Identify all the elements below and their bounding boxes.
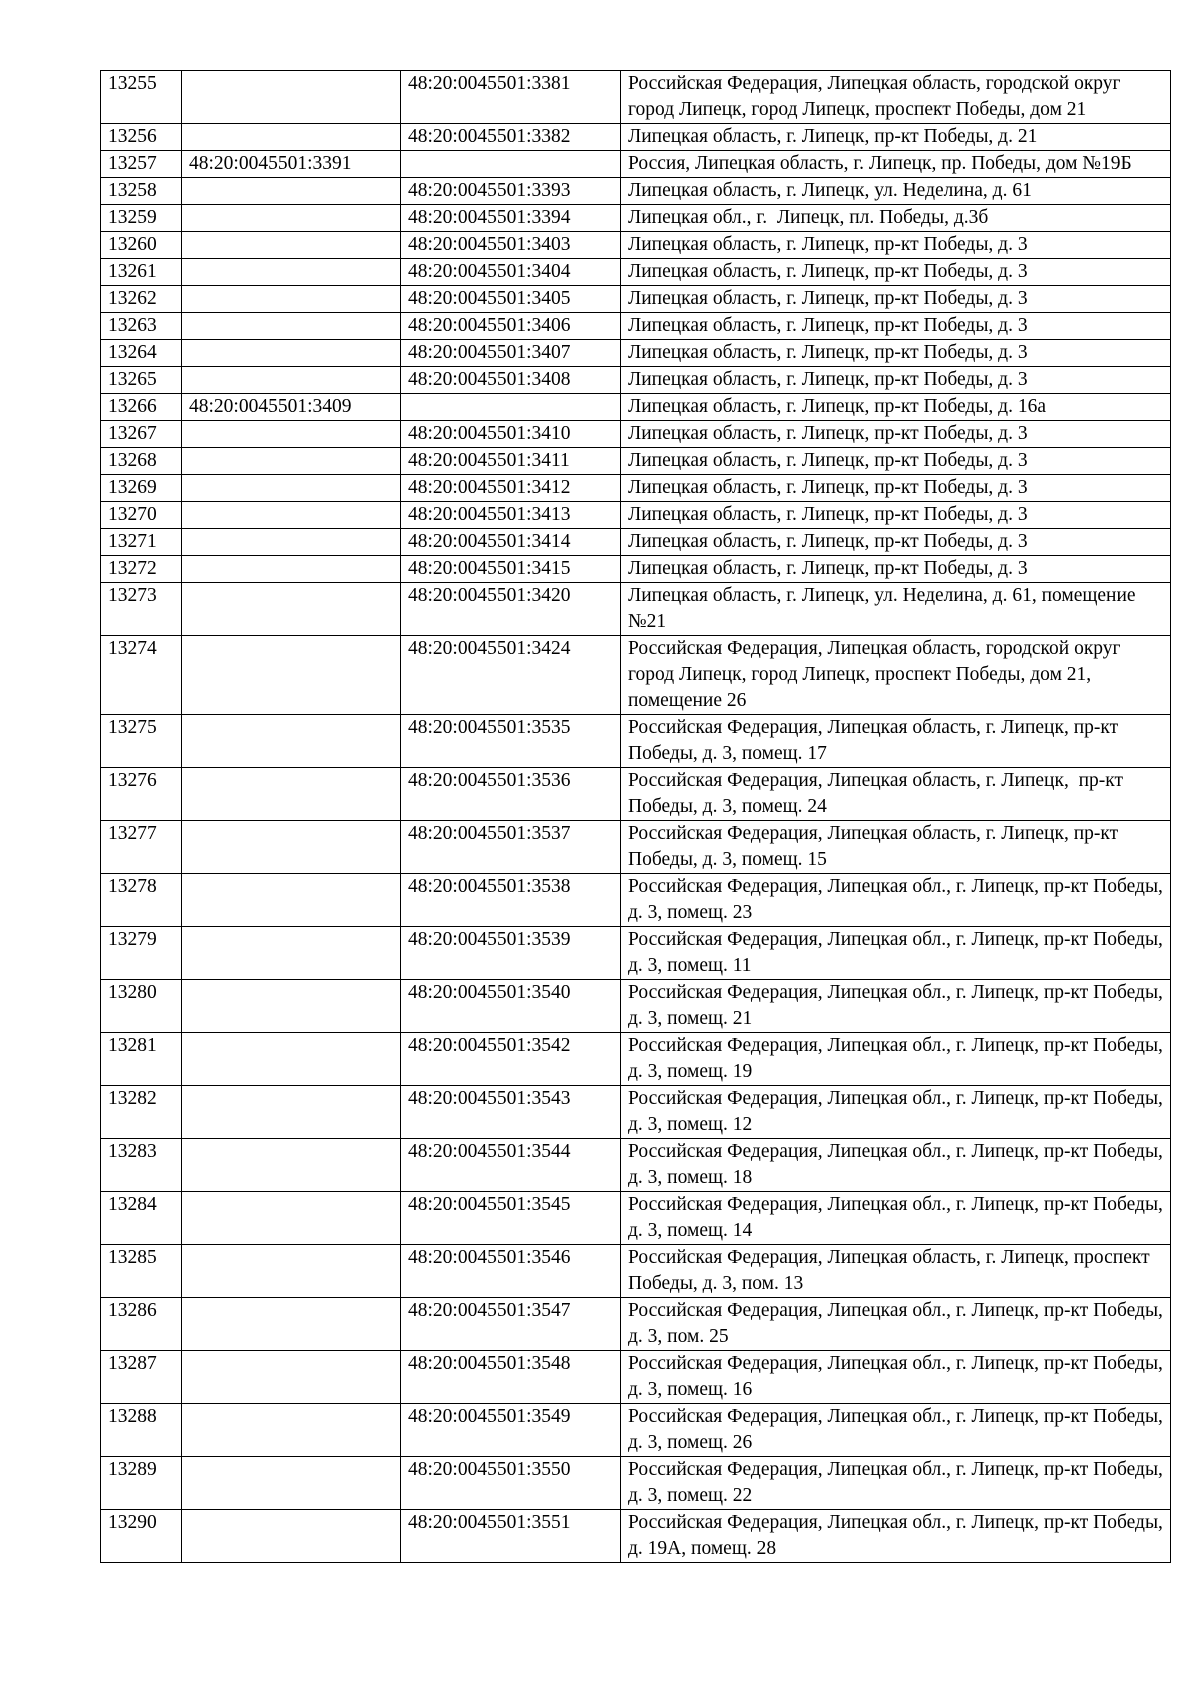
address-cell: Российская Федерация, Липецкая обл., г. Липецк, пр-кт Победы, д. 3, помещ. 26 bbox=[621, 1404, 1171, 1457]
parcel-cadastral-number-cell bbox=[182, 1139, 401, 1192]
row-number-cell: 13281 bbox=[101, 1033, 182, 1086]
row-number-cell: 13278 bbox=[101, 874, 182, 927]
object-cadastral-number-cell: 48:20:0045501:3547 bbox=[401, 1298, 621, 1351]
row-number-cell: 13286 bbox=[101, 1298, 182, 1351]
parcel-cadastral-number-cell bbox=[182, 768, 401, 821]
row-number-cell: 13256 bbox=[101, 124, 182, 151]
address-cell: Липецкая область, г. Липецк, пр-кт Победы, д. 21 bbox=[621, 124, 1171, 151]
address-cell: Липецкая область, г. Липецк, пр-кт Победы, д. 3 bbox=[621, 529, 1171, 556]
table-row bbox=[101, 636, 1171, 715]
table-row bbox=[101, 1245, 1171, 1298]
object-cadastral-number-cell: 48:20:0045501:3538 bbox=[401, 874, 621, 927]
row-number-cell: 13290 bbox=[101, 1510, 182, 1563]
row-number-cell: 13275 bbox=[101, 715, 182, 768]
parcel-cadastral-number-cell bbox=[182, 583, 401, 636]
row-number-cell: 13270 bbox=[101, 502, 182, 529]
row-number-cell: 13279 bbox=[101, 927, 182, 980]
object-cadastral-number-cell: 48:20:0045501:3550 bbox=[401, 1457, 621, 1510]
parcel-cadastral-number-cell bbox=[182, 556, 401, 583]
object-cadastral-number-cell: 48:20:0045501:3414 bbox=[401, 529, 621, 556]
row-number-cell: 13265 bbox=[101, 367, 182, 394]
row-number-cell: 13287 bbox=[101, 1351, 182, 1404]
parcel-cadastral-number-cell bbox=[182, 124, 401, 151]
object-cadastral-number-cell: 48:20:0045501:3549 bbox=[401, 1404, 621, 1457]
address-cell: Липецкая область, г. Липецк, ул. Неделина, д. 61 bbox=[621, 178, 1171, 205]
address-cell: Липецкая область, г. Липецк, пр-кт Победы, д. 3 bbox=[621, 367, 1171, 394]
table-row bbox=[101, 205, 1171, 232]
object-cadastral-number-cell: 48:20:0045501:3544 bbox=[401, 1139, 621, 1192]
address-cell: Липецкая область, г. Липецк, пр-кт Победы, д. 3 bbox=[621, 475, 1171, 502]
address-cell: Российская Федерация, Липецкая область, г. Липецк, проспект Победы, д. 3, пом. 13 bbox=[621, 1245, 1171, 1298]
address-cell: Россия, Липецкая область, г. Липецк, пр. Победы, дом №19Б bbox=[621, 151, 1171, 178]
object-cadastral-number-cell: 48:20:0045501:3545 bbox=[401, 1192, 621, 1245]
row-number-cell: 13263 bbox=[101, 313, 182, 340]
table-row bbox=[101, 768, 1171, 821]
row-number-cell: 13255 bbox=[101, 71, 182, 124]
address-cell: Липецкая область, г. Липецк, пр-кт Победы, д. 16а bbox=[621, 394, 1171, 421]
parcel-cadastral-number-cell bbox=[182, 1510, 401, 1563]
table-row bbox=[101, 340, 1171, 367]
address-cell: Липецкая область, г. Липецк, пр-кт Победы, д. 3 bbox=[621, 286, 1171, 313]
object-cadastral-number-cell: 48:20:0045501:3415 bbox=[401, 556, 621, 583]
parcel-cadastral-number-cell bbox=[182, 502, 401, 529]
address-cell: Российская Федерация, Липецкая обл., г. Липецк, пр-кт Победы, д. 3, помещ. 18 bbox=[621, 1139, 1171, 1192]
object-cadastral-number-cell: 48:20:0045501:3540 bbox=[401, 980, 621, 1033]
table-row bbox=[101, 583, 1171, 636]
address-cell: Российская Федерация, Липецкая обл., г. Липецк, пр-кт Победы, д. 3, помещ. 16 bbox=[621, 1351, 1171, 1404]
row-number-cell: 13285 bbox=[101, 1245, 182, 1298]
table-row bbox=[101, 421, 1171, 448]
parcel-cadastral-number-cell bbox=[182, 232, 401, 259]
row-number-cell: 13273 bbox=[101, 583, 182, 636]
parcel-cadastral-number-cell bbox=[182, 313, 401, 340]
object-cadastral-number-cell: 48:20:0045501:3537 bbox=[401, 821, 621, 874]
object-cadastral-number-cell: 48:20:0045501:3393 bbox=[401, 178, 621, 205]
address-cell: Российская Федерация, Липецкая область, г. Липецк, пр-кт Победы, д. 3, помещ. 15 bbox=[621, 821, 1171, 874]
parcel-cadastral-number-cell bbox=[182, 980, 401, 1033]
table-row bbox=[101, 1510, 1171, 1563]
address-cell: Российская Федерация, Липецкая обл., г. Липецк, пр-кт Победы, д. 3, помещ. 12 bbox=[621, 1086, 1171, 1139]
parcel-cadastral-number-cell bbox=[182, 71, 401, 124]
table-row bbox=[101, 821, 1171, 874]
parcel-cadastral-number-cell bbox=[182, 367, 401, 394]
parcel-cadastral-number-cell bbox=[182, 529, 401, 556]
table-row bbox=[101, 448, 1171, 475]
parcel-cadastral-number-cell bbox=[182, 448, 401, 475]
table-row bbox=[101, 475, 1171, 502]
row-number-cell: 13257 bbox=[101, 151, 182, 178]
parcel-cadastral-number-cell bbox=[182, 1086, 401, 1139]
object-cadastral-number-cell: 48:20:0045501:3406 bbox=[401, 313, 621, 340]
table-row bbox=[101, 1457, 1171, 1510]
row-number-cell: 13264 bbox=[101, 340, 182, 367]
row-number-cell: 13289 bbox=[101, 1457, 182, 1510]
parcel-cadastral-number-cell bbox=[182, 421, 401, 448]
object-cadastral-number-cell: 48:20:0045501:3405 bbox=[401, 286, 621, 313]
row-number-cell: 13280 bbox=[101, 980, 182, 1033]
row-number-cell: 13277 bbox=[101, 821, 182, 874]
row-number-cell: 13259 bbox=[101, 205, 182, 232]
object-cadastral-number-cell: 48:20:0045501:3413 bbox=[401, 502, 621, 529]
parcel-cadastral-number-cell bbox=[182, 259, 401, 286]
object-cadastral-number-cell: 48:20:0045501:3420 bbox=[401, 583, 621, 636]
row-number-cell: 13272 bbox=[101, 556, 182, 583]
object-cadastral-number-cell: 48:20:0045501:3542 bbox=[401, 1033, 621, 1086]
parcel-cadastral-number-cell bbox=[182, 1351, 401, 1404]
parcel-cadastral-number-cell bbox=[182, 205, 401, 232]
table-row bbox=[101, 1298, 1171, 1351]
parcel-cadastral-number-cell bbox=[182, 1245, 401, 1298]
row-number-cell: 13261 bbox=[101, 259, 182, 286]
object-cadastral-number-cell: 48:20:0045501:3407 bbox=[401, 340, 621, 367]
table-row bbox=[101, 556, 1171, 583]
object-cadastral-number-cell: 48:20:0045501:3410 bbox=[401, 421, 621, 448]
parcel-cadastral-number-cell bbox=[182, 636, 401, 715]
address-cell: Российская Федерация, Липецкая обл., г. Липецк, пр-кт Победы, д. 3, помещ. 14 bbox=[621, 1192, 1171, 1245]
table-row bbox=[101, 1351, 1171, 1404]
object-cadastral-number-cell: 48:20:0045501:3546 bbox=[401, 1245, 621, 1298]
table-row bbox=[101, 715, 1171, 768]
address-cell: Липецкая область, г. Липецк, ул. Неделина, д. 61, помещение №21 bbox=[621, 583, 1171, 636]
registry-table-body bbox=[101, 71, 1171, 1563]
table-row bbox=[101, 1086, 1171, 1139]
row-number-cell: 13276 bbox=[101, 768, 182, 821]
address-cell: Российская Федерация, Липецкая обл., г. Липецк, пр-кт Победы, д. 3, помещ. 11 bbox=[621, 927, 1171, 980]
row-number-cell: 13268 bbox=[101, 448, 182, 475]
object-cadastral-number-cell: 48:20:0045501:3424 bbox=[401, 636, 621, 715]
table-row bbox=[101, 927, 1171, 980]
table-row bbox=[101, 232, 1171, 259]
table-row bbox=[101, 980, 1171, 1033]
address-cell: Липецкая область, г. Липецк, пр-кт Победы, д. 3 bbox=[621, 556, 1171, 583]
object-cadastral-number-cell bbox=[401, 394, 621, 421]
object-cadastral-number-cell: 48:20:0045501:3381 bbox=[401, 71, 621, 124]
parcel-cadastral-number-cell: 48:20:0045501:3409 bbox=[182, 394, 401, 421]
address-cell: Российская Федерация, Липецкая обл., г. Липецк, пр-кт Победы, д. 3, помещ. 22 bbox=[621, 1457, 1171, 1510]
address-cell: Липецкая область, г. Липецк, пр-кт Победы, д. 3 bbox=[621, 421, 1171, 448]
table-row bbox=[101, 367, 1171, 394]
row-number-cell: 13288 bbox=[101, 1404, 182, 1457]
address-cell: Липецкая область, г. Липецк, пр-кт Победы, д. 3 bbox=[621, 259, 1171, 286]
parcel-cadastral-number-cell bbox=[182, 1192, 401, 1245]
address-cell: Липецкая область, г. Липецк, пр-кт Победы, д. 3 bbox=[621, 232, 1171, 259]
row-number-cell: 13284 bbox=[101, 1192, 182, 1245]
object-cadastral-number-cell: 48:20:0045501:3535 bbox=[401, 715, 621, 768]
table-row bbox=[101, 178, 1171, 205]
address-cell: Липецкая область, г. Липецк, пр-кт Победы, д. 3 bbox=[621, 502, 1171, 529]
object-cadastral-number-cell: 48:20:0045501:3411 bbox=[401, 448, 621, 475]
address-cell: Российская Федерация, Липецкая обл., г. Липецк, пр-кт Победы, д. 3, помещ. 21 bbox=[621, 980, 1171, 1033]
address-cell: Российская Федерация, Липецкая обл., г. Липецк, пр-кт Победы, д. 3, помещ. 23 bbox=[621, 874, 1171, 927]
table-row bbox=[101, 1192, 1171, 1245]
table-row bbox=[101, 71, 1171, 124]
row-number-cell: 13282 bbox=[101, 1086, 182, 1139]
address-cell: Российская Федерация, Липецкая обл., г. Липецк, пр-кт Победы, д. 3, помещ. 19 bbox=[621, 1033, 1171, 1086]
parcel-cadastral-number-cell bbox=[182, 821, 401, 874]
parcel-cadastral-number-cell bbox=[182, 927, 401, 980]
parcel-cadastral-number-cell bbox=[182, 1457, 401, 1510]
row-number-cell: 13271 bbox=[101, 529, 182, 556]
object-cadastral-number-cell: 48:20:0045501:3551 bbox=[401, 1510, 621, 1563]
address-cell: Липецкая область, г. Липецк, пр-кт Победы, д. 3 bbox=[621, 448, 1171, 475]
parcel-cadastral-number-cell bbox=[182, 178, 401, 205]
table-row bbox=[101, 529, 1171, 556]
parcel-cadastral-number-cell bbox=[182, 1298, 401, 1351]
object-cadastral-number-cell: 48:20:0045501:3412 bbox=[401, 475, 621, 502]
object-cadastral-number-cell: 48:20:0045501:3403 bbox=[401, 232, 621, 259]
row-number-cell: 13274 bbox=[101, 636, 182, 715]
address-cell: Липецкая область, г. Липецк, пр-кт Победы, д. 3 bbox=[621, 313, 1171, 340]
object-cadastral-number-cell: 48:20:0045501:3536 bbox=[401, 768, 621, 821]
address-cell: Российская Федерация, Липецкая обл., г. Липецк, пр-кт Победы, д. 19А, помещ. 28 bbox=[621, 1510, 1171, 1563]
table-row bbox=[101, 1404, 1171, 1457]
address-cell: Российская Федерация, Липецкая область, г. Липецк, пр-кт Победы, д. 3, помещ. 24 bbox=[621, 768, 1171, 821]
object-cadastral-number-cell: 48:20:0045501:3394 bbox=[401, 205, 621, 232]
row-number-cell: 13262 bbox=[101, 286, 182, 313]
parcel-cadastral-number-cell bbox=[182, 286, 401, 313]
registry-table bbox=[100, 70, 1171, 1563]
address-cell: Российская Федерация, Липецкая область, городской округ город Липецк, город Липецк, проспект Победы, дом 21 bbox=[621, 71, 1171, 124]
address-cell: Российская Федерация, Липецкая обл., г. Липецк, пр-кт Победы, д. 3, пом. 25 bbox=[621, 1298, 1171, 1351]
parcel-cadastral-number-cell bbox=[182, 874, 401, 927]
row-number-cell: 13269 bbox=[101, 475, 182, 502]
object-cadastral-number-cell: 48:20:0045501:3543 bbox=[401, 1086, 621, 1139]
parcel-cadastral-number-cell bbox=[182, 1404, 401, 1457]
row-number-cell: 13283 bbox=[101, 1139, 182, 1192]
parcel-cadastral-number-cell bbox=[182, 1033, 401, 1086]
table-row bbox=[101, 394, 1171, 421]
table-row bbox=[101, 502, 1171, 529]
address-cell: Липецкая область, г. Липецк, пр-кт Победы, д. 3 bbox=[621, 340, 1171, 367]
row-number-cell: 13258 bbox=[101, 178, 182, 205]
object-cadastral-number-cell: 48:20:0045501:3539 bbox=[401, 927, 621, 980]
object-cadastral-number-cell: 48:20:0045501:3548 bbox=[401, 1351, 621, 1404]
object-cadastral-number-cell: 48:20:0045501:3404 bbox=[401, 259, 621, 286]
row-number-cell: 13260 bbox=[101, 232, 182, 259]
parcel-cadastral-number-cell bbox=[182, 340, 401, 367]
table-row bbox=[101, 874, 1171, 927]
parcel-cadastral-number-cell bbox=[182, 475, 401, 502]
object-cadastral-number-cell bbox=[401, 151, 621, 178]
object-cadastral-number-cell: 48:20:0045501:3382 bbox=[401, 124, 621, 151]
table-row bbox=[101, 313, 1171, 340]
table-row bbox=[101, 1139, 1171, 1192]
table-row bbox=[101, 151, 1171, 178]
parcel-cadastral-number-cell: 48:20:0045501:3391 bbox=[182, 151, 401, 178]
table-row bbox=[101, 259, 1171, 286]
address-cell: Российская Федерация, Липецкая область, г. Липецк, пр-кт Победы, д. 3, помещ. 17 bbox=[621, 715, 1171, 768]
table-row bbox=[101, 286, 1171, 313]
address-cell: Липецкая обл., г. Липецк, пл. Победы, д.3б bbox=[621, 205, 1171, 232]
table-row bbox=[101, 124, 1171, 151]
table-row bbox=[101, 1033, 1171, 1086]
object-cadastral-number-cell: 48:20:0045501:3408 bbox=[401, 367, 621, 394]
address-cell: Российская Федерация, Липецкая область, городской округ город Липецк, город Липецк, проспект Победы, дом 21, помещение 26 bbox=[621, 636, 1171, 715]
row-number-cell: 13267 bbox=[101, 421, 182, 448]
row-number-cell: 13266 bbox=[101, 394, 182, 421]
parcel-cadastral-number-cell bbox=[182, 715, 401, 768]
